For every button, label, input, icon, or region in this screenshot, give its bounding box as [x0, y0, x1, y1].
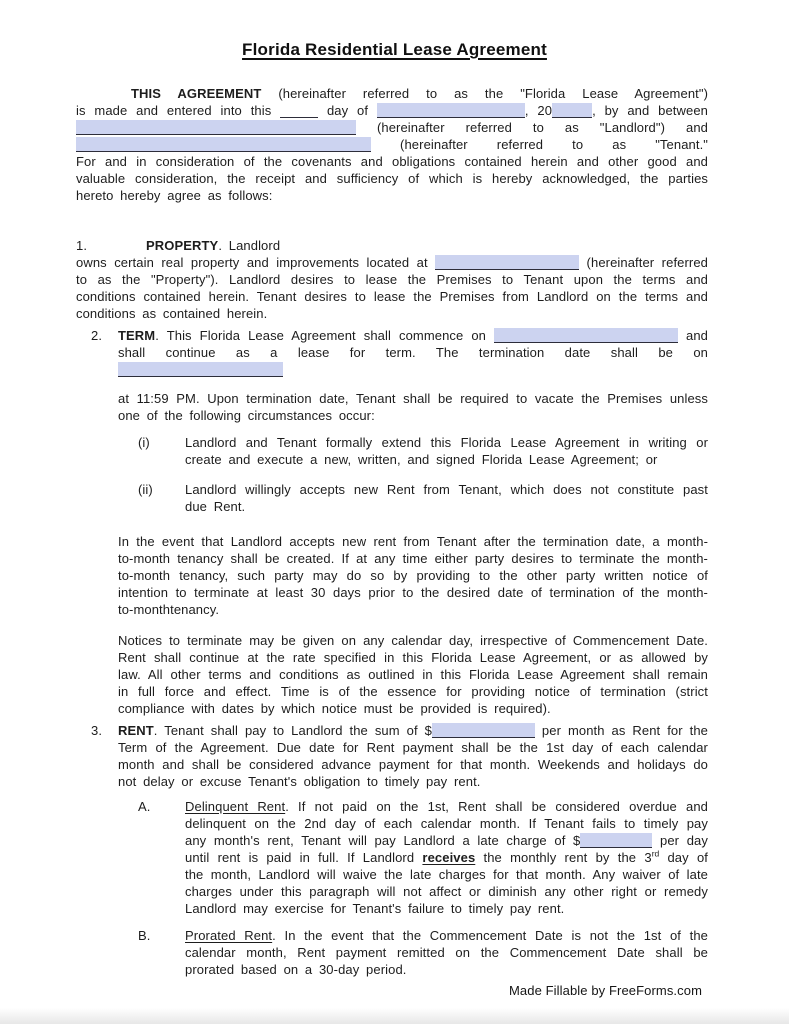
section-number: 2. [91, 328, 103, 343]
section-number: 1. [76, 238, 88, 253]
section-1-heading-text: PROPERTY. Landlord [146, 238, 281, 253]
item-b-prorated-rent-text: Prorated Rent. In the event that the Commencement Date is not the 1st of the calendar month, Rent payment remitted on the Commencement Date shall be prorated based on a 30-day period. [185, 928, 709, 977]
section-1-heading [76, 237, 708, 254]
item-ii-text: Landlord willingly accepts new Rent from Tenant, which does not constitute past due Rent. [185, 482, 708, 514]
item-a-delinquent-rent-text: Delinquent Rent. If not paid on the 1st, Rent shall be considered overdue and delinquent on the 2nd day of each calendar month. If Tenant fails to timely pay any month's rent, Tenant will pay Landlord a late charge of $ per day until rent is paid in full. If Landlord receives the monthly rent by the 3rd day of the month, Landlord will waive the late charges for that month. Any waiver of late charges under this paragraph will not affect or diminish any other right or remedy Landlord may exercise for Tenant's failure to timely pay rent. [185, 799, 709, 916]
item-i-text: Landlord and Tenant formally extend this Florida Lease Agreement in writing or create and execute a new, written, and signed Florida Lease Agreement; or [185, 435, 708, 467]
page-bottom-fade [0, 1008, 789, 1024]
termination-date-field[interactable] [118, 362, 283, 377]
item-a-delinquent-rent [138, 798, 708, 917]
monthly-rent-field[interactable] [432, 723, 535, 738]
intro-line-3: (hereinafter referred to as "Landlord") and [76, 119, 708, 136]
section-2-termination-paragraph-text: at 11:59 PM. Upon termination date, Tenant shall be required to vacate the Premises unless one of the following circumstances occur: [118, 391, 708, 423]
item-b-prorated-rent [138, 927, 708, 978]
section-number [76, 632, 118, 717]
execution-year-field[interactable] [552, 103, 592, 118]
section-number [76, 533, 118, 618]
notices-paragraph-text: Notices to terminate may be given on any calendar day, irrespective of Commencement Date. Rent shall continue at the rate specified in this Florida Lease Agreement, or as allowed by law. All other terms and conditions as outlined in this Florida Lease Agreement shall remain in full force and effect. Time is of the essence for providing notice of termination (strict compliance with dates by which notice must be provided is required). [118, 633, 708, 716]
footer-credit: Made Fillable by FreeForms.com [509, 983, 702, 998]
intro-line-1: THIS AGREEMENT (hereinafter referred to as the "Florida Lease Agreement") [131, 86, 708, 101]
document-title: Florida Residential Lease Agreement [242, 40, 547, 59]
late-charge-field[interactable] [580, 833, 652, 848]
item-marker: B. [138, 928, 151, 943]
item-ii [138, 481, 708, 515]
execution-month-field[interactable] [377, 103, 525, 118]
month-to-month-paragraph [76, 533, 708, 618]
notices-paragraph [76, 632, 708, 717]
item-marker: (ii) [138, 482, 153, 497]
section-number [76, 390, 118, 424]
section-2-term-line-1-text: TERM. This Florida Lease Agreement shall commence on and [118, 328, 708, 343]
section-3-rent [76, 722, 708, 790]
item-marker: (i) [138, 435, 150, 450]
commencement-date-field[interactable] [494, 328, 678, 343]
intro-line-2: is made and entered into this day of , 20 , by and between [76, 103, 708, 118]
section-2-term-line-2 [76, 344, 708, 378]
landlord-name-field[interactable] [76, 120, 356, 135]
document-body [76, 85, 708, 978]
section-2-termination-paragraph [76, 390, 708, 424]
property-address-field[interactable] [435, 255, 579, 270]
section-2-term-line-2-text: shall continue as a lease for term. The termination date shall be on [118, 344, 708, 378]
section-2-term-line-1 [76, 327, 708, 344]
month-to-month-paragraph-text: In the event that Landlord accepts new rent from Tenant after the termination date, a month-to-month tenancy shall be created. If at any time either party desires to terminate the month-to-month tenancy, such party may do so by providing to the other party written notice of intention to terminate at least 30 days prior to the desired date of termination of the month-to-monthtenancy. [118, 534, 708, 617]
section-number [76, 344, 118, 378]
section-3-rent-text: RENT. Tenant shall pay to Landlord the sum of $ per month as Rent for the Term of the Agreement. Due date for Rent payment shall be the 1st day of each calendar month and shall be considered advance payment for that month. Weekends and holidays do not delay or excuse Tenant's obligation to timely pay rent. [118, 723, 708, 789]
item-marker: A. [138, 799, 151, 814]
item-i [138, 434, 708, 468]
intro-line-4: (hereinafter referred to as "Tenant." [76, 136, 708, 153]
section-number: 3. [91, 723, 103, 738]
execution-day-blank[interactable] [280, 104, 318, 118]
intro-continuation: For and in consideration of the covenants and obligations contained herein and other good and valuable consideration, the receipt and sufficiency of which is hereby acknowledged, the parties hereto hereby agree as follows: [76, 154, 708, 203]
section-1-body: owns certain real property and improvements located at (hereinafter referred to as the "Property"). Landlord desires to lease the Premises to Tenant upon the terms and conditions contained herein. Tenant desires to lease the Premises from Landlord on the terms and conditions as contained herein. [76, 255, 709, 321]
tenant-name-field[interactable] [76, 137, 371, 152]
